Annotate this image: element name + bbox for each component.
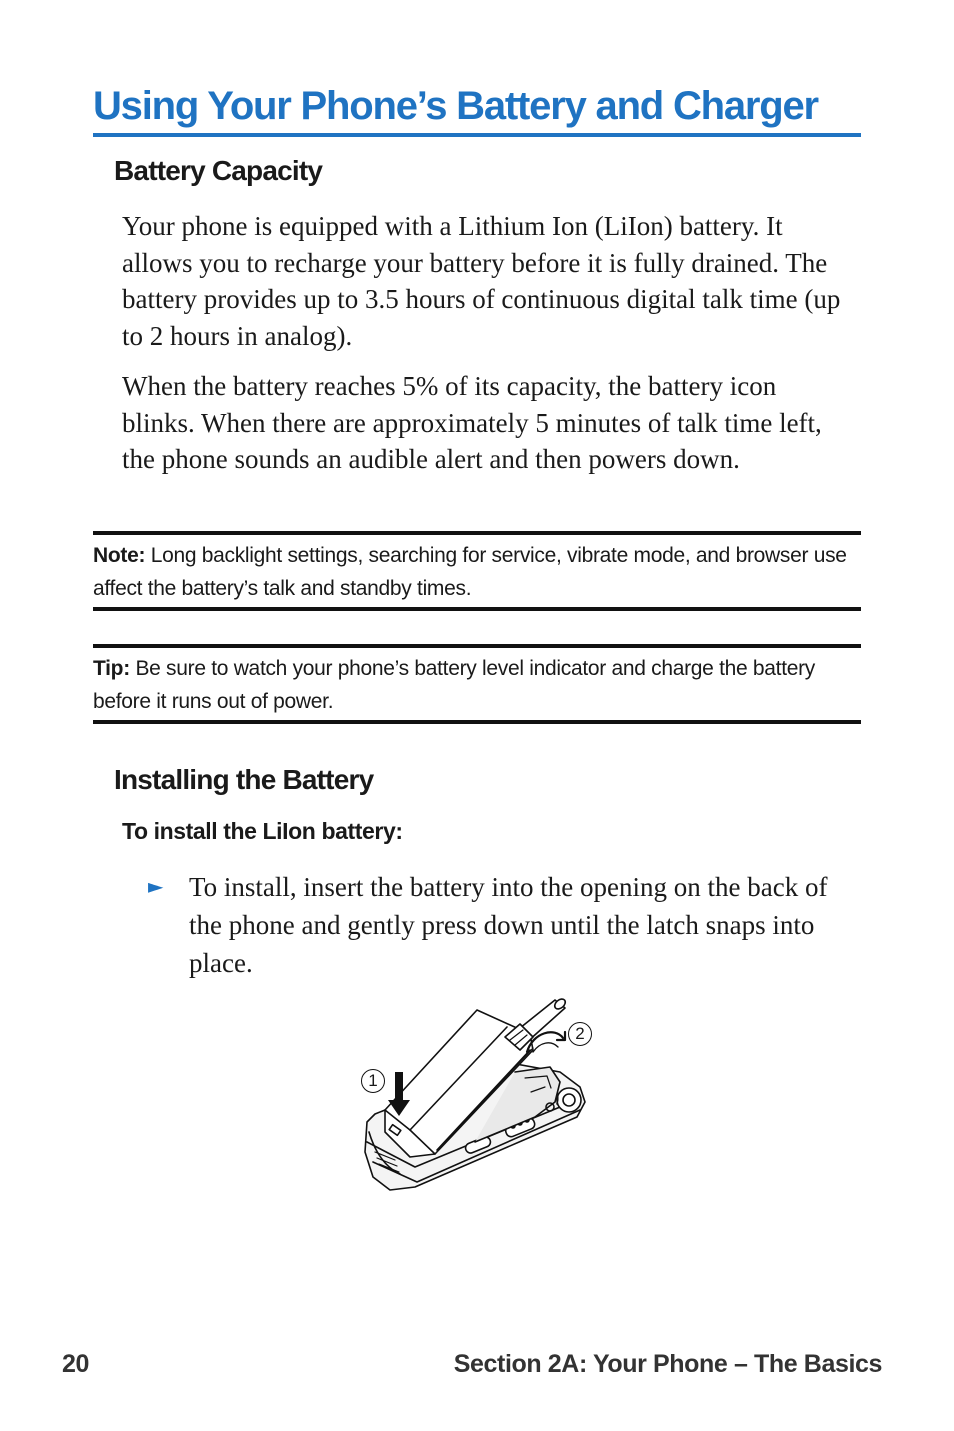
page-number: 20 [62, 1350, 90, 1378]
battery-capacity-paragraph-1: Your phone is equipped with a Lithium Ion (LiIon) battery. It allows you to recharge your battery before it is fully drained. The battery provides up to 3.5 hours of continuous digital talk time (up to 2 hours in analog). [122, 211, 841, 351]
bullet-arrow-icon: ► [148, 874, 164, 898]
install-procedure-subheading: To install the LiIon battery: [122, 818, 403, 844]
tip-label: Tip: [93, 657, 130, 680]
tip-box [93, 644, 861, 724]
battery-capacity-paragraph-2: When the battery reaches 5% of its capacity, the battery icon blinks. When there are approximately 5 minutes of talk time left, the phone sounds an audible alert and then powers down. [122, 371, 822, 474]
note-label: Note: [93, 544, 146, 567]
tip-text: Be sure to watch your phone’s battery level indicator and charge the battery before it runs out of power. [93, 657, 816, 713]
note-text: Long backlight settings, searching for service, vibrate mode, and browser use affect the battery’s talk and standby times. [93, 544, 847, 600]
install-bullet-text: To install, insert the battery into the opening on the back of the phone and gently press down until the latch snaps into place. [189, 872, 828, 978]
battery-install-illustration [355, 992, 600, 1202]
battery-capacity-heading: Battery Capacity [114, 155, 323, 186]
note-box [93, 531, 861, 611]
callout-2: 2 [568, 1022, 592, 1046]
installing-battery-heading: Installing the Battery [114, 764, 374, 795]
page-title: Using Your Phone’s Battery and Charger [93, 82, 861, 137]
section-footer: Section 2A: Your Phone – The Basics [453, 1350, 882, 1378]
callout-1: 1 [361, 1069, 385, 1093]
